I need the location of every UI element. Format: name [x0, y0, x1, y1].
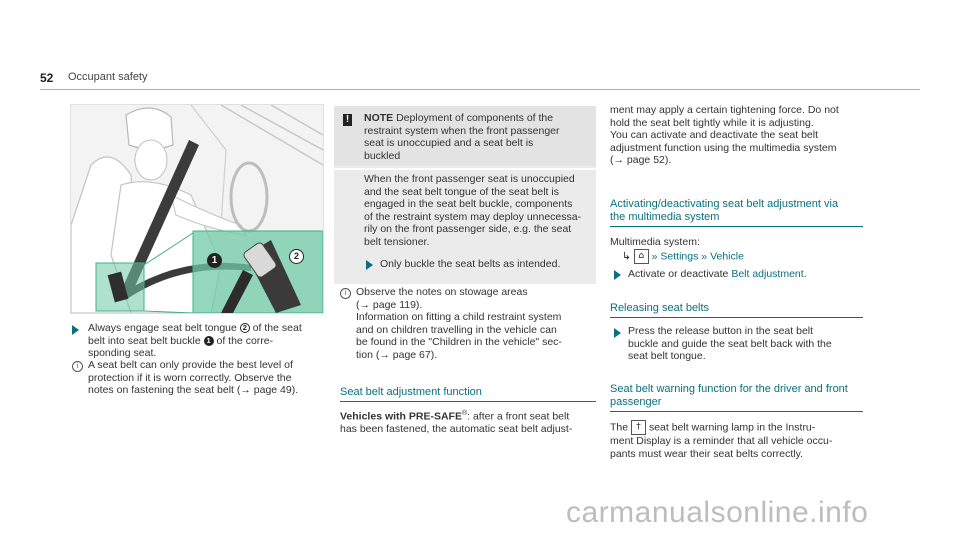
registered-mark: ® [461, 410, 468, 417]
step-arrow-icon [614, 270, 621, 280]
presafe-line: has been fastened, the automatic seat belt adjust- [340, 423, 573, 436]
section-heading-activating [610, 198, 870, 224]
step-text: sponding seat. [88, 347, 157, 360]
text-line: hold the seat belt tightly while it is adjusting. [610, 116, 814, 129]
text-line: ment Display is a reminder that all vehicle occu- [610, 435, 833, 447]
presafe-bold: Vehicles with PRE-SAFE [340, 410, 462, 423]
step-release-belt [628, 325, 868, 363]
callout-1: 1 [207, 253, 222, 268]
info-line: Information on fitting a child restraint system [356, 311, 562, 324]
heading-line: Activating/deactivating seat belt adjustment via [610, 198, 839, 210]
step-line: buckle and guide the seat belt back with the [628, 337, 832, 350]
info-line: Observe the notes on stowage areas [356, 286, 528, 298]
illustration-drawing [71, 105, 323, 313]
info-icon: i [72, 361, 83, 372]
info-line: be found in the "Children in the vehicle" sec- [356, 336, 562, 349]
heading-line: passenger [610, 396, 662, 408]
step-text: of the seat [252, 322, 302, 334]
section-heading-warning [610, 383, 870, 409]
info-line: A seat belt can only provide the best level of [88, 359, 293, 371]
note-step: Only buckle the seat belts as intended. [380, 258, 561, 270]
watermark: carmanualsonline.info [566, 496, 869, 529]
text-line: pants must wear their seat belts correctly. [610, 447, 803, 460]
note-line: of the restraint system may deploy unnecessa- [364, 210, 582, 223]
step-text: . [803, 268, 807, 280]
info-best-protection [88, 359, 328, 397]
page-number: 52 [40, 71, 54, 85]
chevron-icon: » [701, 250, 708, 263]
note-line: seat is unoccupied and a seat belt is [364, 137, 534, 150]
chevron-icon: » [651, 250, 658, 263]
section-rule [340, 401, 596, 402]
path-settings: Settings [660, 250, 699, 263]
page-header-title: Occupant safety [68, 71, 148, 83]
note-line: buckled [364, 149, 401, 162]
info-line: notes on fastening the seat belt (→ page 49). [88, 384, 299, 397]
presafe-rest: : after a front seat belt [467, 410, 570, 423]
note-lead: Deployment of components of the [396, 112, 554, 124]
section-heading-adjustment: Seat belt adjustment function [340, 386, 482, 398]
home-icon: ⌂ [634, 249, 649, 264]
step-text: of the corre- [216, 334, 274, 347]
seat-belt-illustration [70, 104, 324, 314]
note-title [364, 112, 592, 162]
note-line: restraint system when the front passenger [364, 124, 560, 137]
text-rest: seat belt warning lamp in the Instru- [648, 421, 816, 434]
badge-2: 2 [240, 323, 250, 333]
text-line: You can activate and deactivate the seat belt [610, 129, 819, 142]
section-rule [610, 411, 863, 412]
info-icon: i [340, 288, 351, 299]
text-line: (→ page 52). [610, 154, 672, 167]
note-line: engaged in the seat belt buckle, components [364, 198, 573, 211]
warning-exclamation-icon: ! [343, 114, 352, 126]
step-text: Always engage seat belt tongue [88, 322, 237, 334]
presafe-text [340, 408, 600, 436]
note-box [334, 106, 596, 284]
note-label: NOTE [364, 112, 394, 124]
section-rule [610, 226, 863, 227]
seat-belt-warning-icon: † [631, 420, 646, 435]
text-lead: The [610, 421, 629, 434]
continuation-text [610, 104, 870, 167]
step-text: belt into seat belt buckle [88, 334, 201, 347]
path-hook-icon: ↳ [622, 250, 631, 263]
note-divider [334, 168, 596, 170]
text-line: adjustment function using the multimedia system [610, 141, 837, 154]
path-vehicle: Vehicle [710, 250, 744, 263]
step-arrow-icon [614, 328, 621, 338]
badge-1: 1 [204, 336, 214, 346]
section-heading-releasing: Releasing seat belts [610, 302, 710, 314]
section-rule [610, 317, 863, 318]
note-line: rily on the front passenger side, e.g. the seat [364, 223, 572, 236]
note-line: belt tensioner. [364, 235, 430, 248]
warning-lamp-text [610, 420, 870, 460]
info-line: (→ page 119). [356, 298, 423, 311]
step-engage-belt [88, 322, 328, 360]
step-line: Press the release button in the seat belt [628, 325, 814, 337]
info-line: and on children travelling in the vehicle can [356, 323, 557, 336]
text-line: ment may apply a certain tightening force. Do not [610, 104, 839, 116]
heading-line: Seat belt warning function for the driver and front [610, 383, 848, 395]
header-rule [40, 89, 920, 90]
belt-adjustment-link: Belt adjustment [731, 268, 804, 280]
info-line: tion (→ page 67). [356, 348, 438, 361]
callout-2: 2 [289, 249, 304, 264]
step-activate-adjustment [628, 268, 807, 281]
step-arrow-icon [366, 260, 373, 270]
step-arrow-icon [72, 325, 79, 335]
info-stowage [356, 286, 596, 362]
heading-line: the multimedia system [610, 211, 720, 223]
step-text: Activate or deactivate [628, 268, 729, 280]
note-line: When the front passenger seat is unoccupied [364, 173, 575, 185]
info-line: protection if it is worn correctly. Observe the [88, 371, 292, 384]
menu-path [622, 249, 744, 264]
step-line: seat belt tongue. [628, 350, 706, 363]
multimedia-label: Multimedia system: [610, 236, 700, 248]
note-line: and the seat belt tongue of the seat belt is [364, 185, 559, 198]
note-body [364, 173, 592, 249]
